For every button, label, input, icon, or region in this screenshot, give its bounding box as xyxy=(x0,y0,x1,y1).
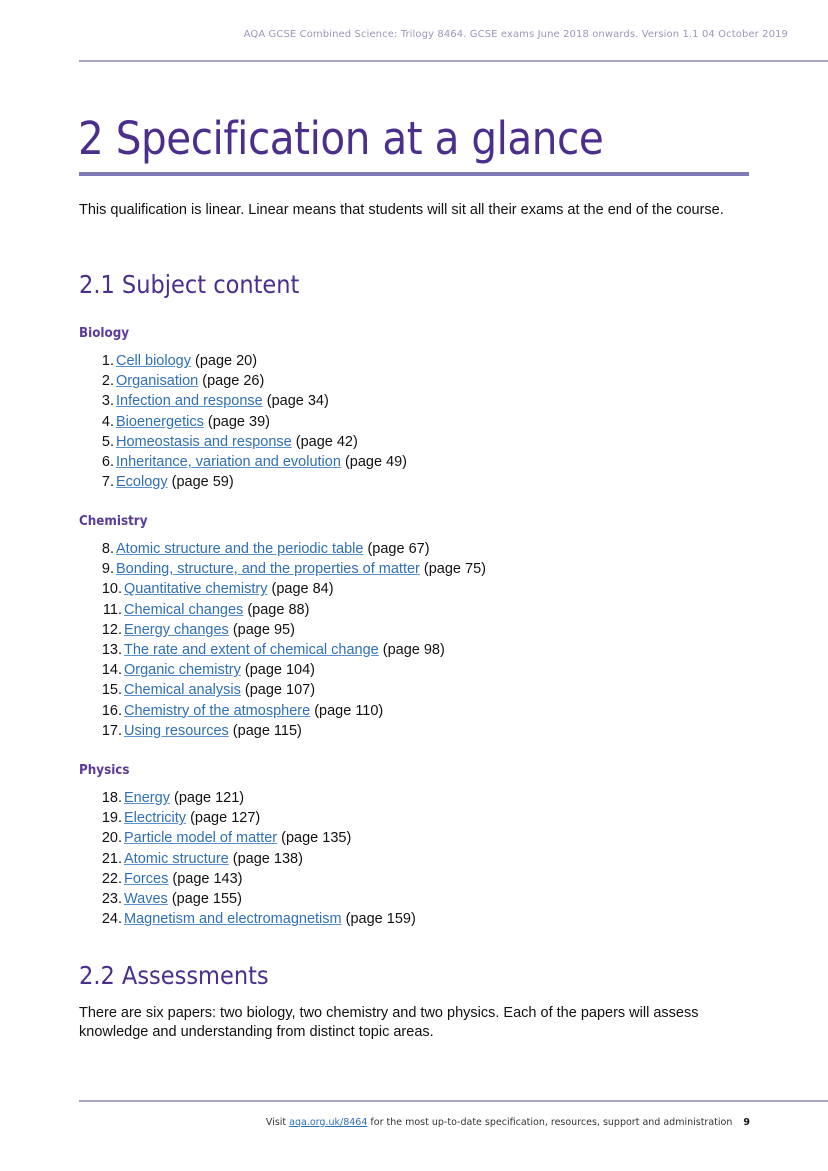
item-number: 17. xyxy=(101,722,122,739)
physics-topic-list xyxy=(0,788,600,929)
list-item xyxy=(0,452,600,472)
list-item xyxy=(0,620,600,640)
page-reference: (page 20) xyxy=(195,353,258,369)
list-item xyxy=(0,721,600,741)
page-reference: (page 159) xyxy=(345,911,416,928)
footer xyxy=(266,1117,750,1128)
footer-prefix: Visit xyxy=(265,1117,287,1128)
topic-link-organic-chemistry[interactable]: Organic chemistry xyxy=(124,662,241,679)
topic-link-using-resources[interactable]: Using resources xyxy=(124,722,229,739)
topic-link-chemical-analysis[interactable]: Chemical analysis xyxy=(124,682,241,699)
chemistry-topic-list xyxy=(0,539,600,579)
topic-link-cell-biology[interactable]: Cell biology xyxy=(116,353,191,369)
page-reference: (page 127) xyxy=(190,810,261,827)
item-number: 1. xyxy=(101,353,114,369)
list-item xyxy=(0,351,600,371)
item-number: 9. xyxy=(101,561,114,578)
page-reference: (page 110) xyxy=(314,702,384,719)
topic-link-chemistry-of-atmosphere[interactable]: Chemistry of the atmosphere xyxy=(124,702,311,719)
footer-suffix: for the most up-to-date specification, resources, support and administration xyxy=(370,1117,733,1128)
item-number: 16. xyxy=(101,702,122,719)
page-reference: (page 75) xyxy=(423,561,486,578)
page-reference: (page 49) xyxy=(344,453,408,470)
header-divider xyxy=(79,60,828,62)
topic-link-infection-and-response[interactable]: Infection and response xyxy=(116,393,263,410)
list-item xyxy=(0,391,600,411)
list-item xyxy=(0,579,600,599)
list-item xyxy=(0,808,600,828)
topic-link-quantitative-chemistry[interactable]: Quantitative chemistry xyxy=(124,581,268,598)
list-item xyxy=(0,849,600,869)
page-reference: (page 98) xyxy=(382,641,445,658)
group-heading-chemistry: Chemistry xyxy=(79,514,148,529)
intro-paragraph: This qualification is linear. Linear means that students will sit all their exams at the end of the course. xyxy=(79,202,724,218)
page-reference: (page 59) xyxy=(171,474,234,491)
page-reference: (page 107) xyxy=(244,682,316,699)
group-heading-physics: Physics xyxy=(79,763,130,778)
list-item xyxy=(0,680,600,700)
list-item xyxy=(0,371,600,391)
topic-link-magnetism[interactable]: Magnetism and electromagnetism xyxy=(124,911,342,928)
page-reference: (page 95) xyxy=(232,621,295,638)
item-number: 8. xyxy=(101,541,114,557)
section-heading-subject-content: 2.1 Subject content xyxy=(79,270,300,299)
page-reference: (page 26) xyxy=(202,373,265,390)
list-item xyxy=(0,640,600,660)
topic-link-chemical-changes[interactable]: Chemical changes xyxy=(124,601,244,618)
item-number: 10. xyxy=(101,581,122,598)
page-reference: (page 67) xyxy=(367,541,430,557)
list-item xyxy=(0,412,600,432)
topic-link-atomic-structure[interactable]: Atomic structure xyxy=(124,850,229,867)
page-reference: (page 121) xyxy=(173,790,245,806)
topic-link-energy-changes[interactable]: Energy changes xyxy=(124,621,229,638)
list-item xyxy=(0,559,600,579)
page-reference: (page 42) xyxy=(295,433,358,450)
item-number: 7. xyxy=(101,474,114,491)
page-reference: (page 143) xyxy=(172,870,243,887)
list-item xyxy=(0,788,600,808)
list-item xyxy=(0,432,600,452)
topic-link-ecology[interactable]: Ecology xyxy=(116,474,168,491)
topic-link-particle-model[interactable]: Particle model of matter xyxy=(124,830,278,847)
list-item xyxy=(0,660,600,680)
item-number: 3. xyxy=(101,393,114,410)
topic-link-bioenergetics[interactable]: Bioenergetics xyxy=(116,413,204,430)
item-number: 11. xyxy=(102,601,122,618)
biology-topic-list xyxy=(0,351,600,492)
list-item xyxy=(0,539,600,559)
running-head: AQA GCSE Combined Science: Trilogy 8464. GCSE exams June 2018 onwards. Version 1.1 04 October 2019 xyxy=(243,29,788,40)
item-number: 21. xyxy=(101,850,122,867)
item-number: 2. xyxy=(101,373,114,390)
footer-aqa-link[interactable]: aqa.org.uk/8464 xyxy=(289,1117,368,1128)
list-item xyxy=(0,828,600,848)
item-number: 24. xyxy=(101,911,122,928)
list-item xyxy=(0,909,600,929)
item-number: 22. xyxy=(101,870,122,887)
item-number: 19. xyxy=(101,810,122,827)
item-number: 13. xyxy=(101,641,122,658)
list-item xyxy=(0,600,600,620)
page-reference: (page 88) xyxy=(247,601,310,618)
page-reference: (page 84) xyxy=(271,581,334,598)
topic-link-homeostasis[interactable]: Homeostasis and response xyxy=(116,433,292,450)
item-number: 20. xyxy=(101,830,122,847)
topic-link-waves[interactable]: Waves xyxy=(124,890,168,907)
page-reference: (page 34) xyxy=(266,393,329,410)
topic-link-inheritance[interactable]: Inheritance, variation and evolution xyxy=(116,453,341,470)
list-item xyxy=(0,472,600,492)
page-reference: (page 155) xyxy=(171,890,242,907)
section-heading-assessments: 2.2 Assessments xyxy=(79,961,269,990)
topic-link-energy[interactable]: Energy xyxy=(124,790,170,806)
item-number: 15. xyxy=(101,682,122,699)
list-item xyxy=(0,701,600,721)
page-reference: (page 115) xyxy=(232,722,302,739)
item-number: 5. xyxy=(101,433,114,450)
page-title: 2 Specification at a glance xyxy=(78,112,604,165)
topic-link-electricity[interactable]: Electricity xyxy=(124,810,187,827)
item-number: 6. xyxy=(101,453,114,470)
topic-link-organisation[interactable]: Organisation xyxy=(116,373,199,390)
item-number: 12. xyxy=(101,621,122,638)
group-heading-biology: Biology xyxy=(79,326,130,341)
topic-link-atomic-structure-periodic-table[interactable]: Atomic structure and the periodic table xyxy=(116,541,364,557)
topic-link-forces[interactable]: Forces xyxy=(124,870,169,887)
topic-link-bonding-structure[interactable]: Bonding, structure, and the properties of matter xyxy=(116,561,420,578)
item-number: 14. xyxy=(101,662,122,679)
list-item xyxy=(0,889,600,909)
chemistry-topic-list-continued xyxy=(0,579,600,741)
list-item xyxy=(0,869,600,889)
page-reference: (page 138) xyxy=(232,850,303,867)
item-number: 23. xyxy=(101,890,122,907)
title-underline xyxy=(79,172,749,176)
assessments-paragraph: There are six papers: two biology, two chemistry and two physics. Each of the papers will assess knowledge and understanding from distinct topic areas. xyxy=(79,1005,699,1040)
page-reference: (page 135) xyxy=(281,830,352,847)
item-number: 4. xyxy=(101,413,114,430)
page-reference: (page 39) xyxy=(207,413,270,430)
footer-divider xyxy=(79,1100,828,1102)
page-reference: (page 104) xyxy=(244,662,316,679)
topic-link-rate-of-chemical-change[interactable]: The rate and extent of chemical change xyxy=(124,641,379,658)
page-number: 9 xyxy=(743,1117,750,1128)
item-number: 18. xyxy=(101,790,122,806)
